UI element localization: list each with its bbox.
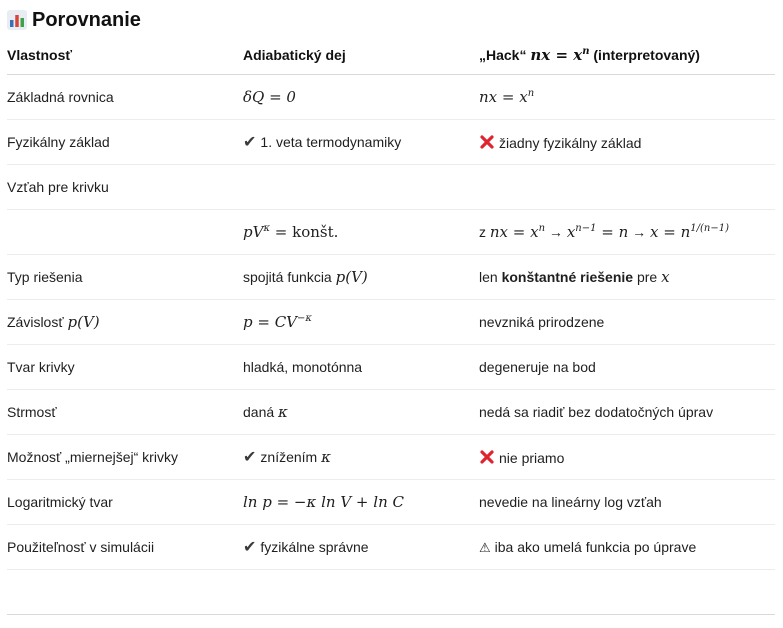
cell-property: Vzťah pre krivku <box>7 165 243 210</box>
arrow-icon: → <box>548 224 563 240</box>
cell-adiabatic: hladká, monotónna <box>243 345 479 390</box>
table-row <box>7 210 775 255</box>
cell-hack: nie priamo <box>479 435 775 480</box>
cell-hack: nevedie na lineárny log vzťah <box>479 480 775 525</box>
cell-hack: nx = $x^n$ <box>479 75 775 120</box>
cell-adiabatic: spojitá funkcia p(V) <box>243 255 479 300</box>
table-header-row <box>7 36 775 75</box>
cell-property: Závislosť p(V) <box>7 300 243 345</box>
cell-hack: ⚠ iba ako umelá funkcia po úprave <box>479 525 775 570</box>
table-row <box>7 435 775 480</box>
cell-property: Logaritmický tvar <box>7 480 243 525</box>
cell-property: Základná rovnica <box>7 75 243 120</box>
divider <box>7 614 775 615</box>
check-icon: ✔ <box>243 539 257 556</box>
table-row <box>7 480 775 525</box>
header-adiabatic: Adiabatický dej <box>243 36 479 75</box>
header-hack-prefix: „Hack“ <box>479 47 527 63</box>
header-hack <box>479 36 775 75</box>
page-title-text: Porovnanie <box>32 8 141 31</box>
table-row <box>7 345 775 390</box>
cell-hack: žiadny fyzikálny základ <box>479 120 775 165</box>
cell-adiabatic: $pV^\kappa$ = konšt. <box>243 210 479 255</box>
cell-adiabatic: ✔ fyzikálne správne <box>243 525 479 570</box>
cell-adiabatic: ✔ 1. veta termodynamiky <box>243 120 479 165</box>
warning-icon: ⚠ <box>479 539 491 555</box>
header-hack-suffix: (interpretovaný) <box>593 47 700 63</box>
cell-property: Fyzikálny základ <box>7 120 243 165</box>
cell-hack: len konštantné riešenie pre x <box>479 255 775 300</box>
cross-icon <box>479 134 495 150</box>
cell-hack: degeneruje na bod <box>479 345 775 390</box>
header-hack-math: nx = $x^n$ <box>530 46 590 64</box>
bar-chart-icon <box>7 10 27 30</box>
check-icon: ✔ <box>243 449 257 466</box>
header-property: Vlastnosť <box>7 36 243 75</box>
check-icon: ✔ <box>243 134 257 151</box>
table-row <box>7 120 775 165</box>
cell-property: Typ riešenia <box>7 255 243 300</box>
cell-adiabatic: δQ = 0 <box>243 75 479 120</box>
table-row <box>7 165 775 210</box>
cell-hack: z nx = $x^n \to x^{n-1} = n \to x = n^{1/(n-1)}$ <box>479 210 775 255</box>
cell-property: Strmosť <box>7 390 243 435</box>
cell-adiabatic: $p = CV^{-\kappa}$ <box>243 300 479 345</box>
cell-adiabatic: daná κ <box>243 390 479 435</box>
table-row <box>7 300 775 345</box>
cell-adiabatic: ✔ znížením κ <box>243 435 479 480</box>
table-row <box>7 75 775 120</box>
table-row <box>7 255 775 300</box>
cell-hack: nedá sa riadiť bez dodatočných úprav <box>479 390 775 435</box>
cell-property <box>7 210 243 255</box>
comparison-table <box>7 36 775 570</box>
page-title <box>7 7 141 33</box>
cell-property: Použiteľnosť v simulácii <box>7 525 243 570</box>
cell-property: Možnosť „miernejšej“ krivky <box>7 435 243 480</box>
cross-icon <box>479 449 495 465</box>
cell-hack <box>479 165 775 210</box>
cell-hack: nevzniká prirodzene <box>479 300 775 345</box>
cell-adiabatic: ln p = −κ ln V + ln C <box>243 480 479 525</box>
cell-adiabatic <box>243 165 479 210</box>
table-row <box>7 525 775 570</box>
table-row <box>7 390 775 435</box>
cell-property: Tvar krivky <box>7 345 243 390</box>
arrow-icon: → <box>632 224 647 240</box>
